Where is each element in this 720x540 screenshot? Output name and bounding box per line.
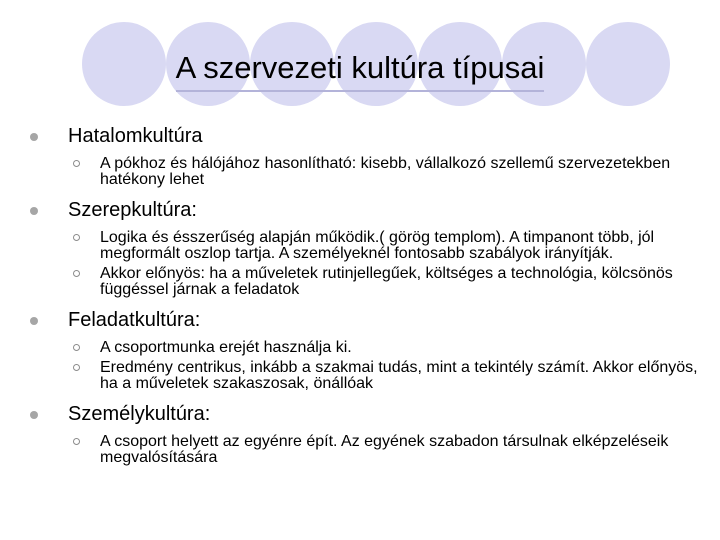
list-item xyxy=(28,266,700,298)
section-heading xyxy=(28,402,700,426)
list-item-text: A pókhoz és hálójához hasonlítható: kisebb, vállalkozó szellemű szervezetekben hatékony lehet xyxy=(100,155,671,188)
section-heading-text: Szerepkultúra: xyxy=(68,199,197,221)
list-item-text: Eredmény centrikus, inkább a szakmai tudás, mint a tekintély számít. Akkor előnyös, ha a műveletek szakaszosak, önállóak xyxy=(100,359,698,392)
bullet-dot-icon xyxy=(30,317,38,325)
bullet-ring-icon xyxy=(73,234,80,241)
list-item xyxy=(28,340,700,356)
bullet-dot-icon xyxy=(30,207,38,215)
section-heading-text: Személykultúra: xyxy=(68,403,211,425)
list-item-text: Akkor előnyös: ha a műveletek rutinjellegűek, költséges a technológia, kölcsönös függéssel járnak a feladatok xyxy=(100,265,673,298)
section-heading xyxy=(28,308,700,332)
bullet-dot-icon xyxy=(30,133,38,141)
list-item-text: A csoportmunka erejét használja ki. xyxy=(100,339,352,356)
bullet-list xyxy=(28,124,700,466)
bullet-dot-icon xyxy=(30,411,38,419)
list-item xyxy=(28,156,700,188)
section-heading-text: Hatalomkultúra xyxy=(68,125,203,147)
section-heading xyxy=(28,124,700,148)
list-item xyxy=(28,434,700,466)
list-item xyxy=(28,360,700,392)
slide-title xyxy=(0,48,720,92)
bullet-ring-icon xyxy=(73,270,80,277)
section-heading xyxy=(28,198,700,222)
slide-title-text: A szervezeti kultúra típusai xyxy=(176,48,545,92)
section-heading-text: Feladatkultúra: xyxy=(68,309,201,331)
bullet-ring-icon xyxy=(73,364,80,371)
list-item-text: A csoport helyett az egyénre épít. Az egyének szabadon társulnak elképzeléseik megvalósítására xyxy=(100,433,669,466)
bullet-ring-icon xyxy=(73,160,80,167)
list-item-text: Logika és ésszerűség alapján működik.( görög templom). A timpanont több, jól megformált oszlop tartja. A személyeknél fontosabb szabályok irányítják. xyxy=(100,229,655,262)
bullet-ring-icon xyxy=(73,344,80,351)
list-item xyxy=(28,230,700,262)
bullet-ring-icon xyxy=(73,438,80,445)
